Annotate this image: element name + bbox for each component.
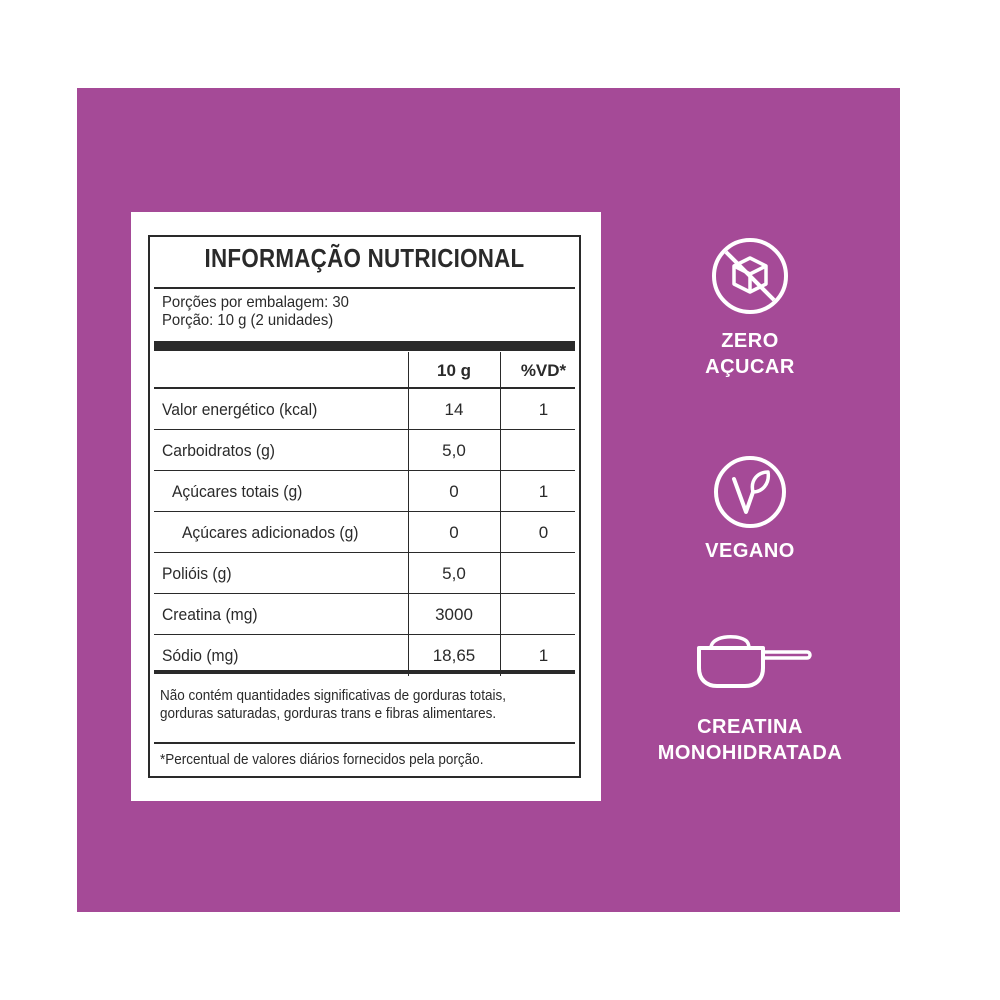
nutrition-title: INFORMAÇÃO NUTRICIONAL: [204, 243, 525, 273]
table-row: [154, 553, 575, 594]
column-divider: [408, 352, 409, 676]
nutrient-name: Sódio (mg): [162, 645, 239, 665]
nutrient-daily-value: 1: [538, 399, 549, 419]
thick-divider: [154, 341, 575, 351]
nutrient-name: Carboidratos (g): [162, 440, 276, 460]
nutrient-amount: 0: [449, 522, 459, 542]
header-amount: 10 g: [436, 360, 472, 380]
badge-creatine: [620, 628, 880, 766]
note-line-1: Não contém quantidades significativas de gorduras totais,: [160, 687, 506, 704]
table-bottom-rule: [154, 670, 575, 674]
table-row: [154, 512, 575, 553]
nutrient-amount: 5,0: [442, 440, 466, 460]
badge-creatine-line1: CREATINA: [697, 716, 803, 738]
badge-vegan: [620, 452, 880, 564]
nutrient-daily-value: [500, 594, 587, 635]
badge-creatine-line2: MONOHIDRATADA: [657, 742, 843, 764]
scoop-icon: [685, 628, 815, 692]
nutrient-name: Açúcares totais (g): [172, 481, 303, 501]
badge-zero-line2: AÇUCAR: [705, 356, 795, 378]
nutrient-amount: 3000: [435, 604, 473, 624]
nutrient-name: Polióis (g): [162, 563, 232, 583]
nutrient-name: Açúcares adicionados (g): [182, 522, 359, 542]
table-row: [154, 430, 575, 471]
servings-per-package: Porções por embalagem: 30: [162, 294, 349, 311]
badge-vegan-label: VEGANO: [705, 540, 795, 562]
note-line-2: gorduras saturadas, gorduras trans e fibras alimentares.: [160, 705, 497, 722]
nutrient-daily-value: [500, 553, 587, 594]
nutrient-amount: 14: [444, 399, 464, 419]
nutrient-name: Valor energético (kcal): [162, 399, 318, 419]
footnote-divider: [154, 742, 575, 744]
table-row: [154, 389, 575, 430]
nutrient-daily-value: [500, 430, 587, 471]
nutrient-amount: 5,0: [442, 563, 466, 583]
title-divider: [154, 287, 575, 289]
nutrient-daily-value: 1: [538, 481, 549, 501]
serving-size: Porção: 10 g (2 unidades): [162, 312, 334, 329]
nutrient-amount: 18,65: [432, 645, 476, 665]
nutrition-facts-table: [148, 235, 581, 778]
not-significant-note: [160, 687, 544, 723]
vegan-leaf-icon: [710, 452, 790, 532]
header-daily-value: %VD*: [520, 360, 567, 380]
badge-zero-line1: ZERO: [721, 330, 779, 352]
nutrient-daily-value: 0: [538, 522, 549, 542]
table-row: [154, 471, 575, 512]
nutrient-amount: 0: [449, 481, 459, 501]
serving-info: [162, 294, 363, 330]
table-row: [154, 594, 575, 635]
daily-value-footnote: [160, 751, 519, 769]
badge-zero-sugar: [620, 234, 880, 380]
column-divider: [500, 352, 501, 676]
footnote-text: *Percentual de valores diários fornecidos pela porção.: [160, 751, 484, 768]
table-header-row: [154, 352, 575, 389]
nutrient-daily-value: 1: [538, 645, 549, 665]
nutrient-name: Creatina (mg): [162, 604, 258, 624]
no-sugar-icon: [708, 234, 792, 318]
